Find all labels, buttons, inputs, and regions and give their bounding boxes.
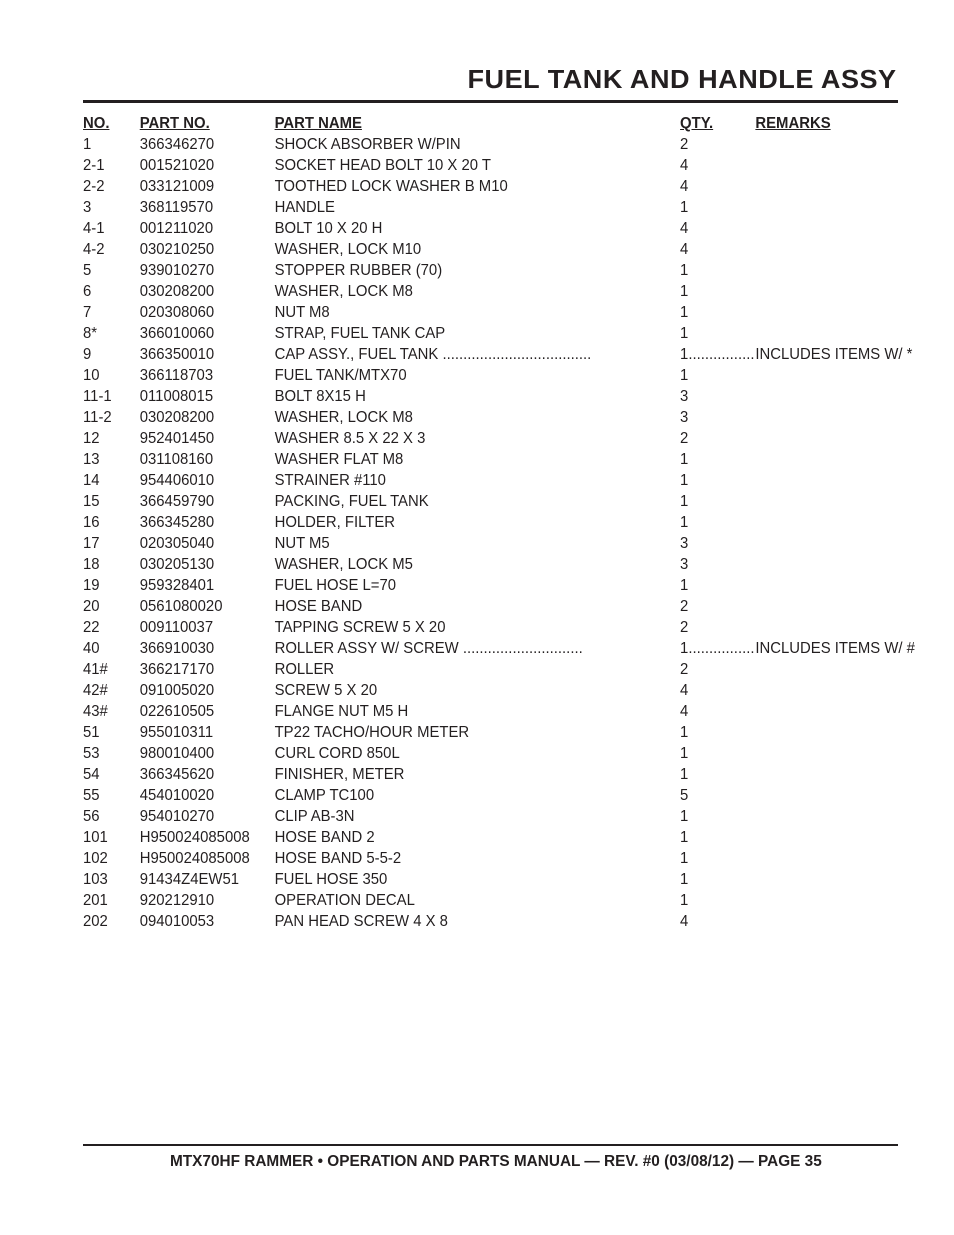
table-row <box>83 701 898 722</box>
row-no: 10 <box>83 367 100 384</box>
row-no: 1 <box>83 136 92 153</box>
row-part-no: 959328401 <box>139 577 215 594</box>
row-no: 41# <box>83 661 108 678</box>
row-part-name: OPERATION DECAL <box>274 892 415 909</box>
row-qty: 2 <box>680 598 689 615</box>
page-title: FUEL TANK AND HANDLE ASSY <box>467 64 897 94</box>
row-no: 8* <box>83 325 98 342</box>
table-row <box>83 470 898 491</box>
row-qty: 1................ <box>680 640 755 657</box>
row-qty: 4 <box>680 913 689 930</box>
row-part-name: TOOTHED LOCK WASHER B M10 <box>274 178 508 195</box>
row-part-name: HOLDER, FILTER <box>274 514 396 531</box>
row-part-name: ROLLER <box>274 661 335 678</box>
row-no: 2-2 <box>83 178 105 195</box>
row-no: 19 <box>83 577 100 594</box>
row-part-no: 366010060 <box>139 325 215 342</box>
table-row <box>83 239 898 260</box>
row-qty: 4 <box>680 703 689 720</box>
row-part-no: 952401450 <box>139 430 215 447</box>
row-qty: 1 <box>680 808 689 825</box>
row-part-name: HOSE BAND 5-5-2 <box>274 850 402 867</box>
row-part-name: STOPPER RUBBER (70) <box>274 262 443 279</box>
table-row <box>83 344 913 365</box>
row-part-no: 091005020 <box>139 682 215 699</box>
table-row <box>83 785 898 806</box>
table-row <box>83 764 898 785</box>
row-qty: 1 <box>680 892 689 909</box>
header-part-no: PART NO. <box>139 115 210 132</box>
row-qty: 1 <box>680 325 689 342</box>
row-part-name: ROLLER ASSY W/ SCREW ............................. <box>274 640 583 657</box>
row-no: 14 <box>83 472 100 489</box>
table-row <box>83 176 898 197</box>
row-qty: 5 <box>680 787 689 804</box>
row-part-name: BOLT 10 X 20 H <box>274 220 383 237</box>
row-no: 20 <box>83 598 100 615</box>
row-no: 7 <box>83 304 92 321</box>
row-part-name: SCREW 5 X 20 <box>274 682 378 699</box>
row-remarks: INCLUDES ITEMS W/ # <box>755 640 915 657</box>
table-row <box>83 533 898 554</box>
table-row <box>83 197 898 218</box>
row-part-no: 955010311 <box>139 724 214 741</box>
row-no: 53 <box>83 745 100 762</box>
row-no: 42# <box>83 682 108 699</box>
table-row <box>83 890 898 911</box>
table-row <box>83 596 898 617</box>
row-part-name: PACKING, FUEL TANK <box>274 493 429 510</box>
row-part-no: 366459790 <box>139 493 215 510</box>
row-no: 12 <box>83 430 100 447</box>
row-qty: 1 <box>680 514 689 531</box>
row-qty: 1 <box>680 745 689 762</box>
table-row <box>83 722 898 743</box>
table-row <box>83 554 898 575</box>
row-part-no: 030208200 <box>139 409 215 426</box>
row-no: 201 <box>83 892 108 909</box>
header-part-name: PART NAME <box>274 115 362 132</box>
row-qty: 4 <box>680 178 689 195</box>
row-part-name: NUT M8 <box>274 304 330 321</box>
table-row <box>83 281 898 302</box>
row-part-name: WASHER, LOCK M8 <box>274 409 413 426</box>
table-row <box>83 659 898 680</box>
row-part-no: 031108160 <box>139 451 214 468</box>
row-part-no: 020308060 <box>139 304 215 321</box>
row-part-name: WASHER FLAT M8 <box>274 451 404 468</box>
row-part-no: 030205130 <box>139 556 215 573</box>
row-qty: 1 <box>680 493 689 510</box>
row-qty: 1 <box>680 451 689 468</box>
row-no: 55 <box>83 787 100 804</box>
table-row <box>83 155 898 176</box>
row-qty: 2 <box>680 661 689 678</box>
table-row <box>83 512 898 533</box>
row-part-no: 954010270 <box>139 808 215 825</box>
row-part-no: 022610505 <box>139 703 215 720</box>
row-part-no: 980010400 <box>139 745 215 762</box>
row-qty: 2 <box>680 136 689 153</box>
row-part-name: HOSE BAND 2 <box>274 829 375 846</box>
row-part-name: TP22 TACHO/HOUR METER <box>274 724 470 741</box>
row-no: 202 <box>83 913 108 930</box>
row-part-name: WASHER 8.5 X 22 X 3 <box>274 430 426 447</box>
row-part-no: 939010270 <box>139 262 215 279</box>
table-row <box>83 386 898 407</box>
row-part-name: HOSE BAND <box>274 598 363 615</box>
row-part-name: CURL CORD 850L <box>274 745 400 762</box>
table-row <box>83 806 898 827</box>
row-no: 54 <box>83 766 100 783</box>
row-qty: 1 <box>680 283 689 300</box>
table-row <box>83 617 898 638</box>
title-divider <box>83 100 898 103</box>
row-no: 103 <box>83 871 108 888</box>
row-part-name: STRAINER #110 <box>274 472 386 489</box>
row-part-name: CLAMP TC100 <box>274 787 375 804</box>
table-row <box>83 743 898 764</box>
table-row <box>83 869 898 890</box>
row-qty: 1 <box>680 577 689 594</box>
table-row <box>83 575 898 596</box>
row-part-no: 011008015 <box>139 388 214 405</box>
row-qty: 1 <box>680 724 689 741</box>
row-qty: 3 <box>680 535 689 552</box>
row-qty: 2 <box>680 430 689 447</box>
row-qty: 3 <box>680 409 689 426</box>
row-no: 2-1 <box>83 157 105 174</box>
row-qty: 4 <box>680 241 689 258</box>
table-row <box>83 449 898 470</box>
parts-table <box>83 113 915 932</box>
row-no: 18 <box>83 556 100 573</box>
row-part-name: FUEL HOSE 350 <box>274 871 388 888</box>
row-part-no: 366346270 <box>139 136 215 153</box>
row-qty: 1 <box>680 850 689 867</box>
row-qty: 1 <box>680 199 689 216</box>
row-no: 40 <box>83 640 100 657</box>
row-part-no: 001211020 <box>139 220 214 237</box>
row-part-name: BOLT 8X15 H <box>274 388 366 405</box>
row-no: 101 <box>83 829 108 846</box>
row-qty: 3 <box>680 388 689 405</box>
header-remarks: REMARKS <box>755 115 831 132</box>
row-part-no: 094010053 <box>139 913 215 930</box>
table-row <box>83 827 898 848</box>
row-no: 102 <box>83 850 108 867</box>
row-part-no: 366118703 <box>139 367 214 384</box>
row-part-name: WASHER, LOCK M8 <box>274 283 413 300</box>
row-no: 56 <box>83 808 100 825</box>
table-row <box>83 218 898 239</box>
footer-divider <box>83 1144 898 1146</box>
row-part-name: WASHER, LOCK M10 <box>274 241 422 258</box>
row-no: 4-2 <box>83 241 105 258</box>
row-no: 6 <box>83 283 92 300</box>
row-part-no: H950024085008 <box>139 829 250 846</box>
row-part-no: 009110037 <box>139 619 214 636</box>
table-row <box>83 134 898 155</box>
row-qty: 3 <box>680 556 689 573</box>
table-row <box>83 428 898 449</box>
row-part-no: 954406010 <box>139 472 215 489</box>
row-part-no: 454010020 <box>139 787 215 804</box>
row-no: 4-1 <box>83 220 105 237</box>
row-no: 11-1 <box>83 388 112 405</box>
table-row <box>83 491 898 512</box>
row-part-no: H950024085008 <box>139 850 250 867</box>
row-qty: 4 <box>680 682 689 699</box>
row-qty: 4 <box>680 157 689 174</box>
row-part-name: WASHER, LOCK M5 <box>274 556 413 573</box>
row-part-name: FUEL HOSE L=70 <box>274 577 397 594</box>
row-remarks: INCLUDES ITEMS W/ * <box>755 346 913 363</box>
row-no: 51 <box>83 724 100 741</box>
row-no: 13 <box>83 451 100 468</box>
row-part-no: 020305040 <box>139 535 215 552</box>
row-part-name: FINISHER, METER <box>274 766 405 783</box>
row-qty: 1 <box>680 829 689 846</box>
row-part-name: TAPPING SCREW 5 X 20 <box>274 619 446 636</box>
row-no: 5 <box>83 262 92 279</box>
row-qty: 1 <box>680 766 689 783</box>
row-part-name: FUEL TANK/MTX70 <box>274 367 407 384</box>
row-part-no: 001521020 <box>139 157 215 174</box>
row-no: 16 <box>83 514 100 531</box>
row-part-name: PAN HEAD SCREW 4 X 8 <box>274 913 448 930</box>
table-row <box>83 365 898 386</box>
table-row <box>83 848 898 869</box>
table-row <box>83 680 898 701</box>
row-part-name: CLIP AB-3N <box>274 808 355 825</box>
row-qty: 2 <box>680 619 689 636</box>
table-body <box>83 134 915 932</box>
row-part-name: STRAP, FUEL TANK CAP <box>274 325 446 342</box>
row-part-name: SHOCK ABSORBER W/PIN <box>274 136 461 153</box>
row-qty: 1 <box>680 367 689 384</box>
row-part-name: SOCKET HEAD BOLT 10 X 20 T <box>274 157 491 174</box>
row-part-name: NUT M5 <box>274 535 330 552</box>
row-qty: 1 <box>680 472 689 489</box>
table-row <box>83 323 898 344</box>
table-row <box>83 911 898 932</box>
table-row <box>83 260 898 281</box>
row-no: 17 <box>83 535 100 552</box>
row-qty: 1................ <box>680 346 755 363</box>
row-part-no: 033121009 <box>139 178 215 195</box>
row-qty: 1 <box>680 262 689 279</box>
row-qty: 4 <box>680 220 689 237</box>
row-part-no: 366350010 <box>139 346 215 363</box>
table-row <box>83 302 898 323</box>
table-row <box>83 638 915 659</box>
table-row <box>83 407 898 428</box>
row-part-name: HANDLE <box>274 199 335 216</box>
row-part-no: 366217170 <box>139 661 215 678</box>
row-part-no: 030210250 <box>139 241 215 258</box>
row-qty: 1 <box>680 871 689 888</box>
page-footer: MTX70HF RAMMER • OPERATION AND PARTS MANUAL — REV. #0 (03/08/12) — PAGE 35 <box>170 1153 822 1170</box>
header-no: NO. <box>83 115 110 132</box>
row-part-no: 366910030 <box>139 640 215 657</box>
row-no: 3 <box>83 199 92 216</box>
row-part-no: 368119570 <box>139 199 214 216</box>
row-no: 22 <box>83 619 100 636</box>
row-part-no: 366345280 <box>139 514 215 531</box>
row-no: 11-2 <box>83 409 112 426</box>
row-part-no: 91434Z4EW51 <box>139 871 239 888</box>
row-part-no: 366345620 <box>139 766 215 783</box>
row-qty: 1 <box>680 304 689 321</box>
row-part-name: CAP ASSY., FUEL TANK .................................... <box>274 346 592 363</box>
row-no: 9 <box>83 346 92 363</box>
row-no: 43# <box>83 703 108 720</box>
row-part-no: 920212910 <box>139 892 215 909</box>
row-part-no: 0561080020 <box>139 598 223 615</box>
row-no: 15 <box>83 493 100 510</box>
row-part-no: 030208200 <box>139 283 215 300</box>
row-part-name: FLANGE NUT M5 H <box>274 703 409 720</box>
table-header-row <box>83 113 898 134</box>
header-qty: QTY. <box>680 115 714 132</box>
